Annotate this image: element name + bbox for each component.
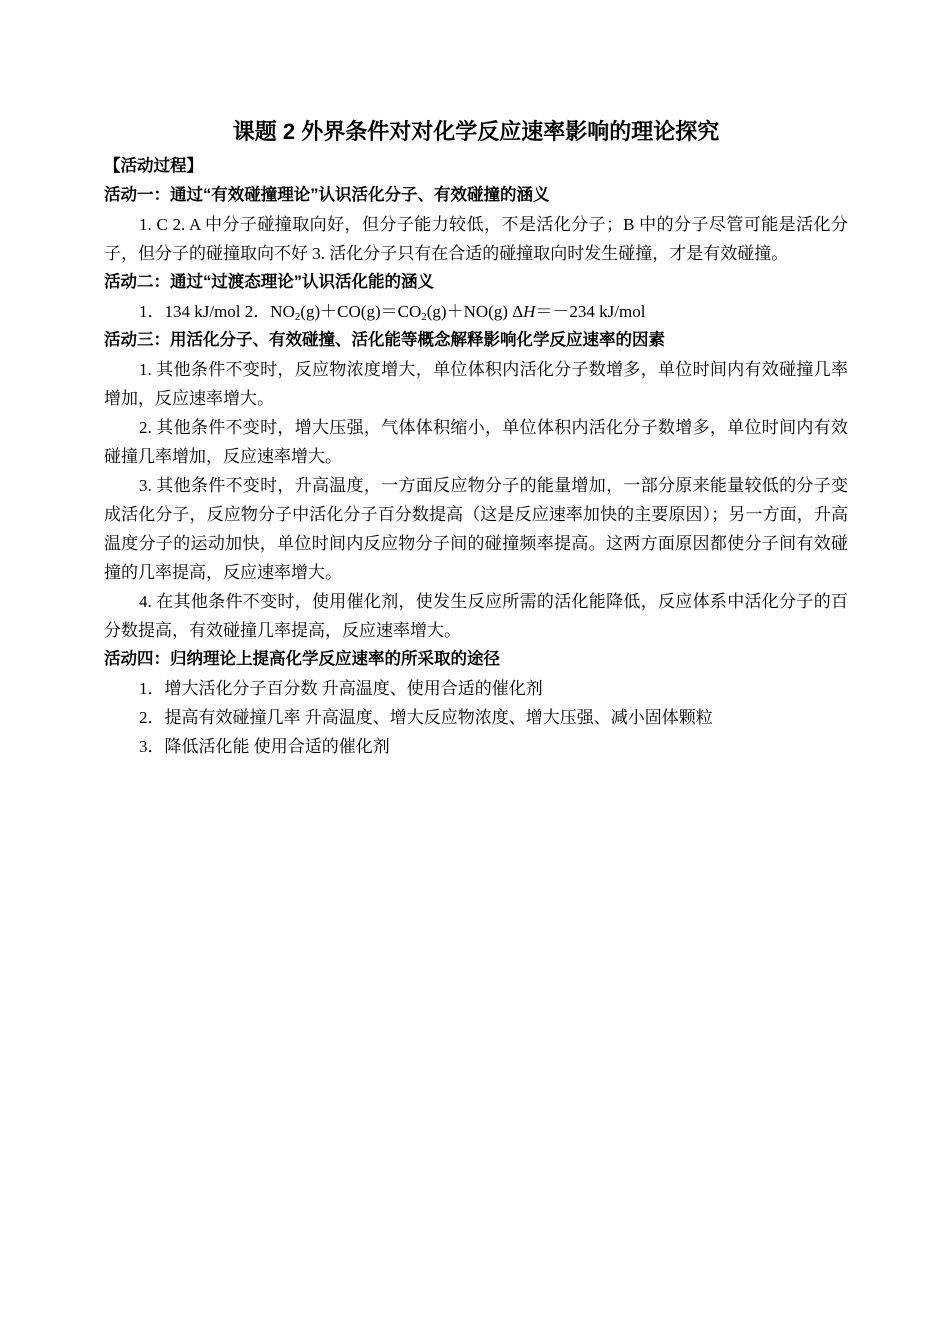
equation-part: ＝－234 kJ/mol — [535, 302, 646, 321]
equation-no2: NO — [270, 302, 295, 321]
activity4-heading: 活动四：归纳理论上提高化学反应速率的所采取的途径 — [104, 650, 500, 668]
equation-subscript: 2 — [421, 311, 427, 323]
activity3-item-3: 3. 其他条件不变时，升高温度，一方面反应物分子的能量增加，一部分原来能量较低的分子变成活化分子，反应物分子中活化分子百分数提高（这是反应速率加快的主要原因）；另一方面，升高温度分子的运动加快，单位时间内反应物分子间的碰撞频率提高。这两方面原因都使分子间有效碰撞的几率提高，反应速率增大。 — [104, 476, 848, 582]
equation-part: (g)＋CO(g)＝CO — [300, 302, 422, 321]
activity2-heading: 活动二：通过“过渡态理论”认识活化能的涵义 — [104, 273, 434, 291]
activity4-item-1: 1．增大活化分子百分数 升高温度、使用合适的催化剂 — [139, 679, 543, 698]
activity3-heading: 活动三：用活化分子、有效碰撞、活化能等概念解释影响化学反应速率的因素 — [104, 331, 665, 349]
equation-subscript: 2 — [294, 311, 301, 323]
process-header: 【活动过程】 — [104, 157, 203, 175]
activity1-heading: 活动一：通过“有效碰撞理论”认识活化分子、有效碰撞的涵义 — [104, 186, 550, 204]
activity4-item-3: 3．降低活化能 使用合适的催化剂 — [139, 737, 390, 756]
activity3-item-4: 4. 在其他条件不变时，使用催化剂，使发生反应所需的活化能降低，反应体系中活化分子的百分数提高，有效碰撞几率提高，反应速率增大。 — [104, 592, 848, 640]
activity3-item-1: 1. 其他条件不变时，反应物浓度增大，单位体积内活化分子数增多，单位时间内有效碰撞几率增加，反应速率增大。 — [104, 360, 848, 408]
document-page — [104, 112, 848, 761]
activity4-item-2: 2．提高有效碰撞几率 升高温度、增大反应物浓度、增大压强、减小固体颗粒 — [139, 708, 713, 727]
equation-part: (g)＋NO(g) Δ — [426, 302, 524, 321]
activity1-body: 1. C 2. A 中分子碰撞取向好，但分子能力较低，不是活化分子；B 中的分子尽管可能是活化分子，但分子的碰撞取向不好 3. 活化分子只有在合适的碰撞取向时发生碰撞，才是有效碰撞。 — [104, 215, 848, 263]
activity2-item1: 1．134 kJ/mol 2． — [139, 302, 271, 321]
activity2-body — [104, 297, 848, 326]
activity3-item-2: 2. 其他条件不变时，增大压强，气体体积缩小，单位体积内活化分子数增多，单位时间内有效碰撞几率增加，反应速率增大。 — [104, 418, 848, 466]
equation-enthalpy-symbol: H — [523, 302, 536, 321]
document-title: 课题 2 外界条件对对化学反应速率影响的理论探究 — [232, 119, 720, 144]
